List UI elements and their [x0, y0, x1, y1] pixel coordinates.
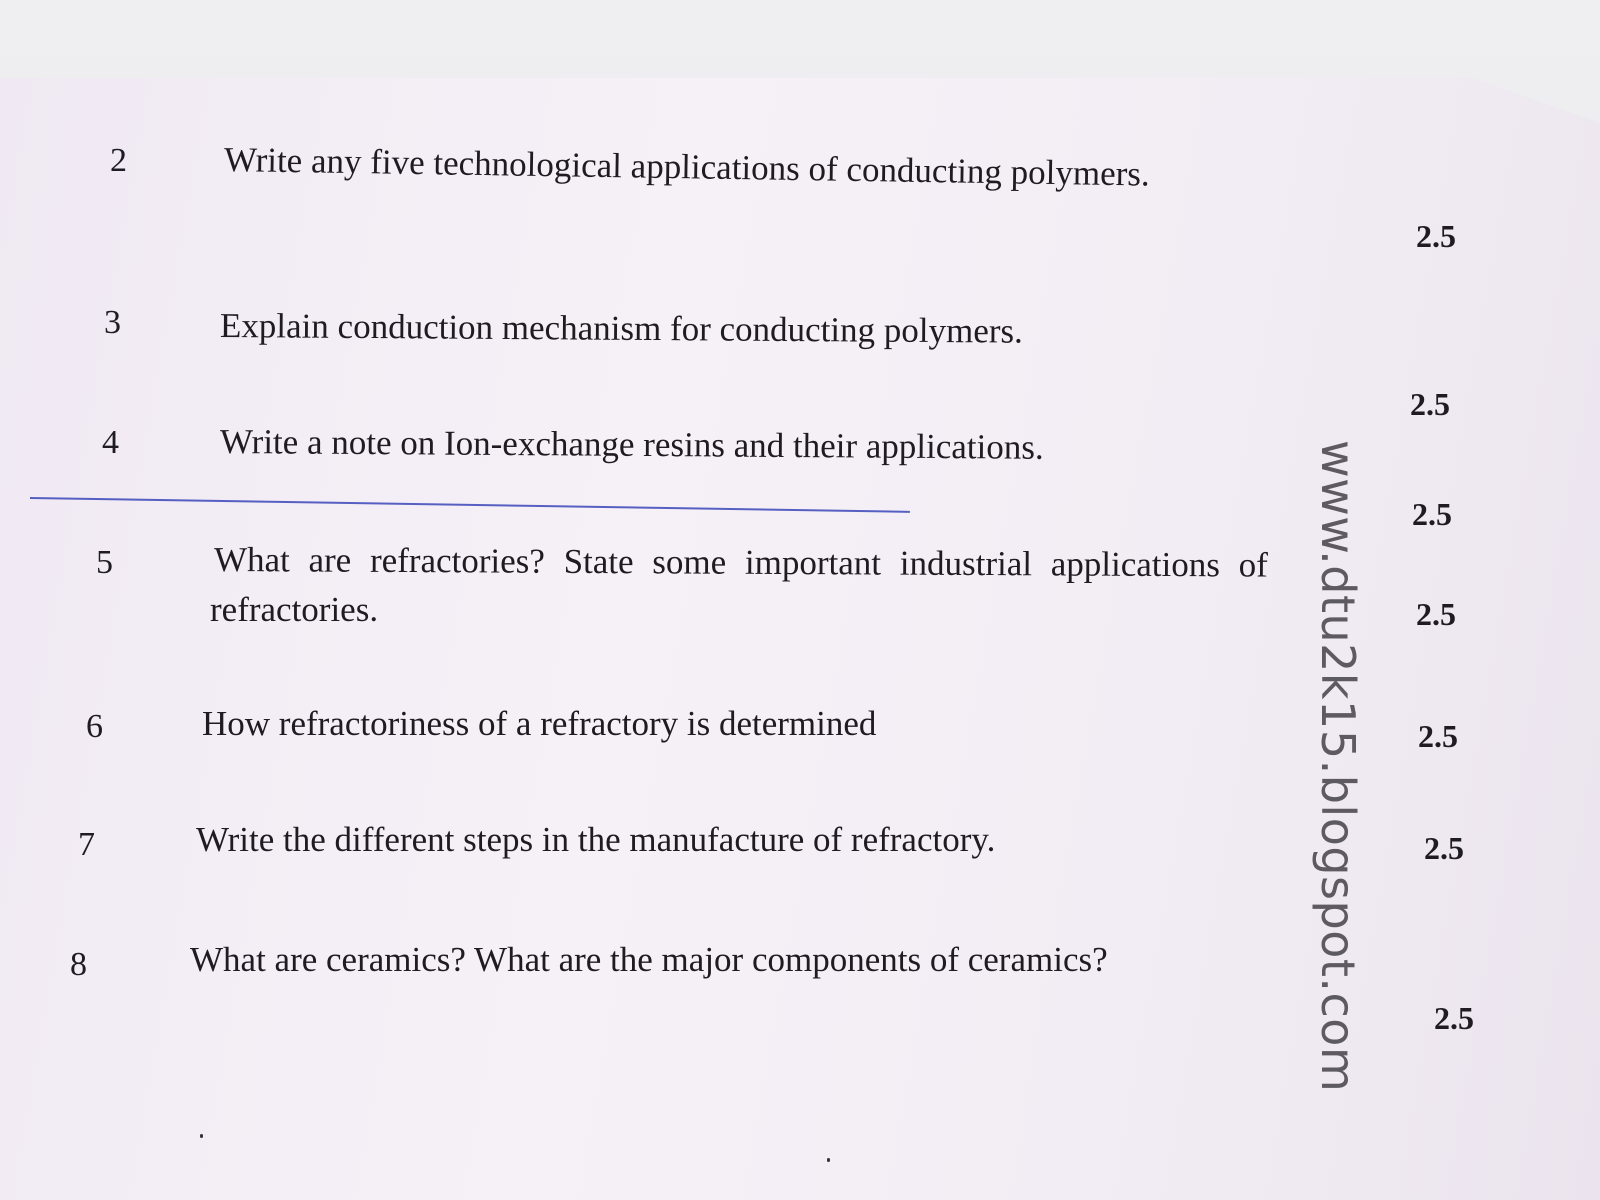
- question-4-marks: 2.5: [1412, 496, 1452, 532]
- question-8-marks: 2.5: [1434, 1000, 1474, 1036]
- paper-speck: [200, 1134, 203, 1138]
- question-3-text: Explain conduction mechanism for conducting polymers.: [219, 306, 1023, 351]
- question-4-text: Write a note on Ion-exchange resins and their applications.: [219, 422, 1044, 467]
- question-2-number: 2: [110, 142, 127, 179]
- question-7-marks: 2.5: [1424, 830, 1464, 866]
- question-6-text: How refractoriness of a refractory is determined: [202, 704, 877, 743]
- paper-speck: [827, 1158, 830, 1162]
- question-8-number: 8: [70, 946, 87, 983]
- question-7-text: Write the different steps in the manufacture of refractory.: [196, 820, 996, 859]
- question-4-number: 4: [102, 424, 119, 461]
- question-3-number: 3: [104, 304, 121, 341]
- question-5-continuation: refractories.: [210, 590, 379, 629]
- question-8-text: What are ceramics? What are the major components of ceramics?: [190, 940, 1108, 979]
- question-3-marks: 2.5: [1410, 386, 1450, 422]
- question-2-marks: 2.5: [1416, 218, 1456, 254]
- question-5-marks: 2.5: [1416, 596, 1456, 632]
- website-watermark: www.dtu2k15.blogspot.com: [1311, 440, 1365, 1093]
- question-5-number: 5: [96, 544, 113, 581]
- question-2-text: Write any five technological applications of conducting polymers.: [223, 140, 1151, 194]
- question-6-number: 6: [86, 708, 103, 745]
- question-6-marks: 2.5: [1418, 718, 1458, 754]
- question-7-number: 7: [78, 826, 95, 863]
- question-5-text: What are refractories? State some important industrial applications of: [213, 540, 1268, 585]
